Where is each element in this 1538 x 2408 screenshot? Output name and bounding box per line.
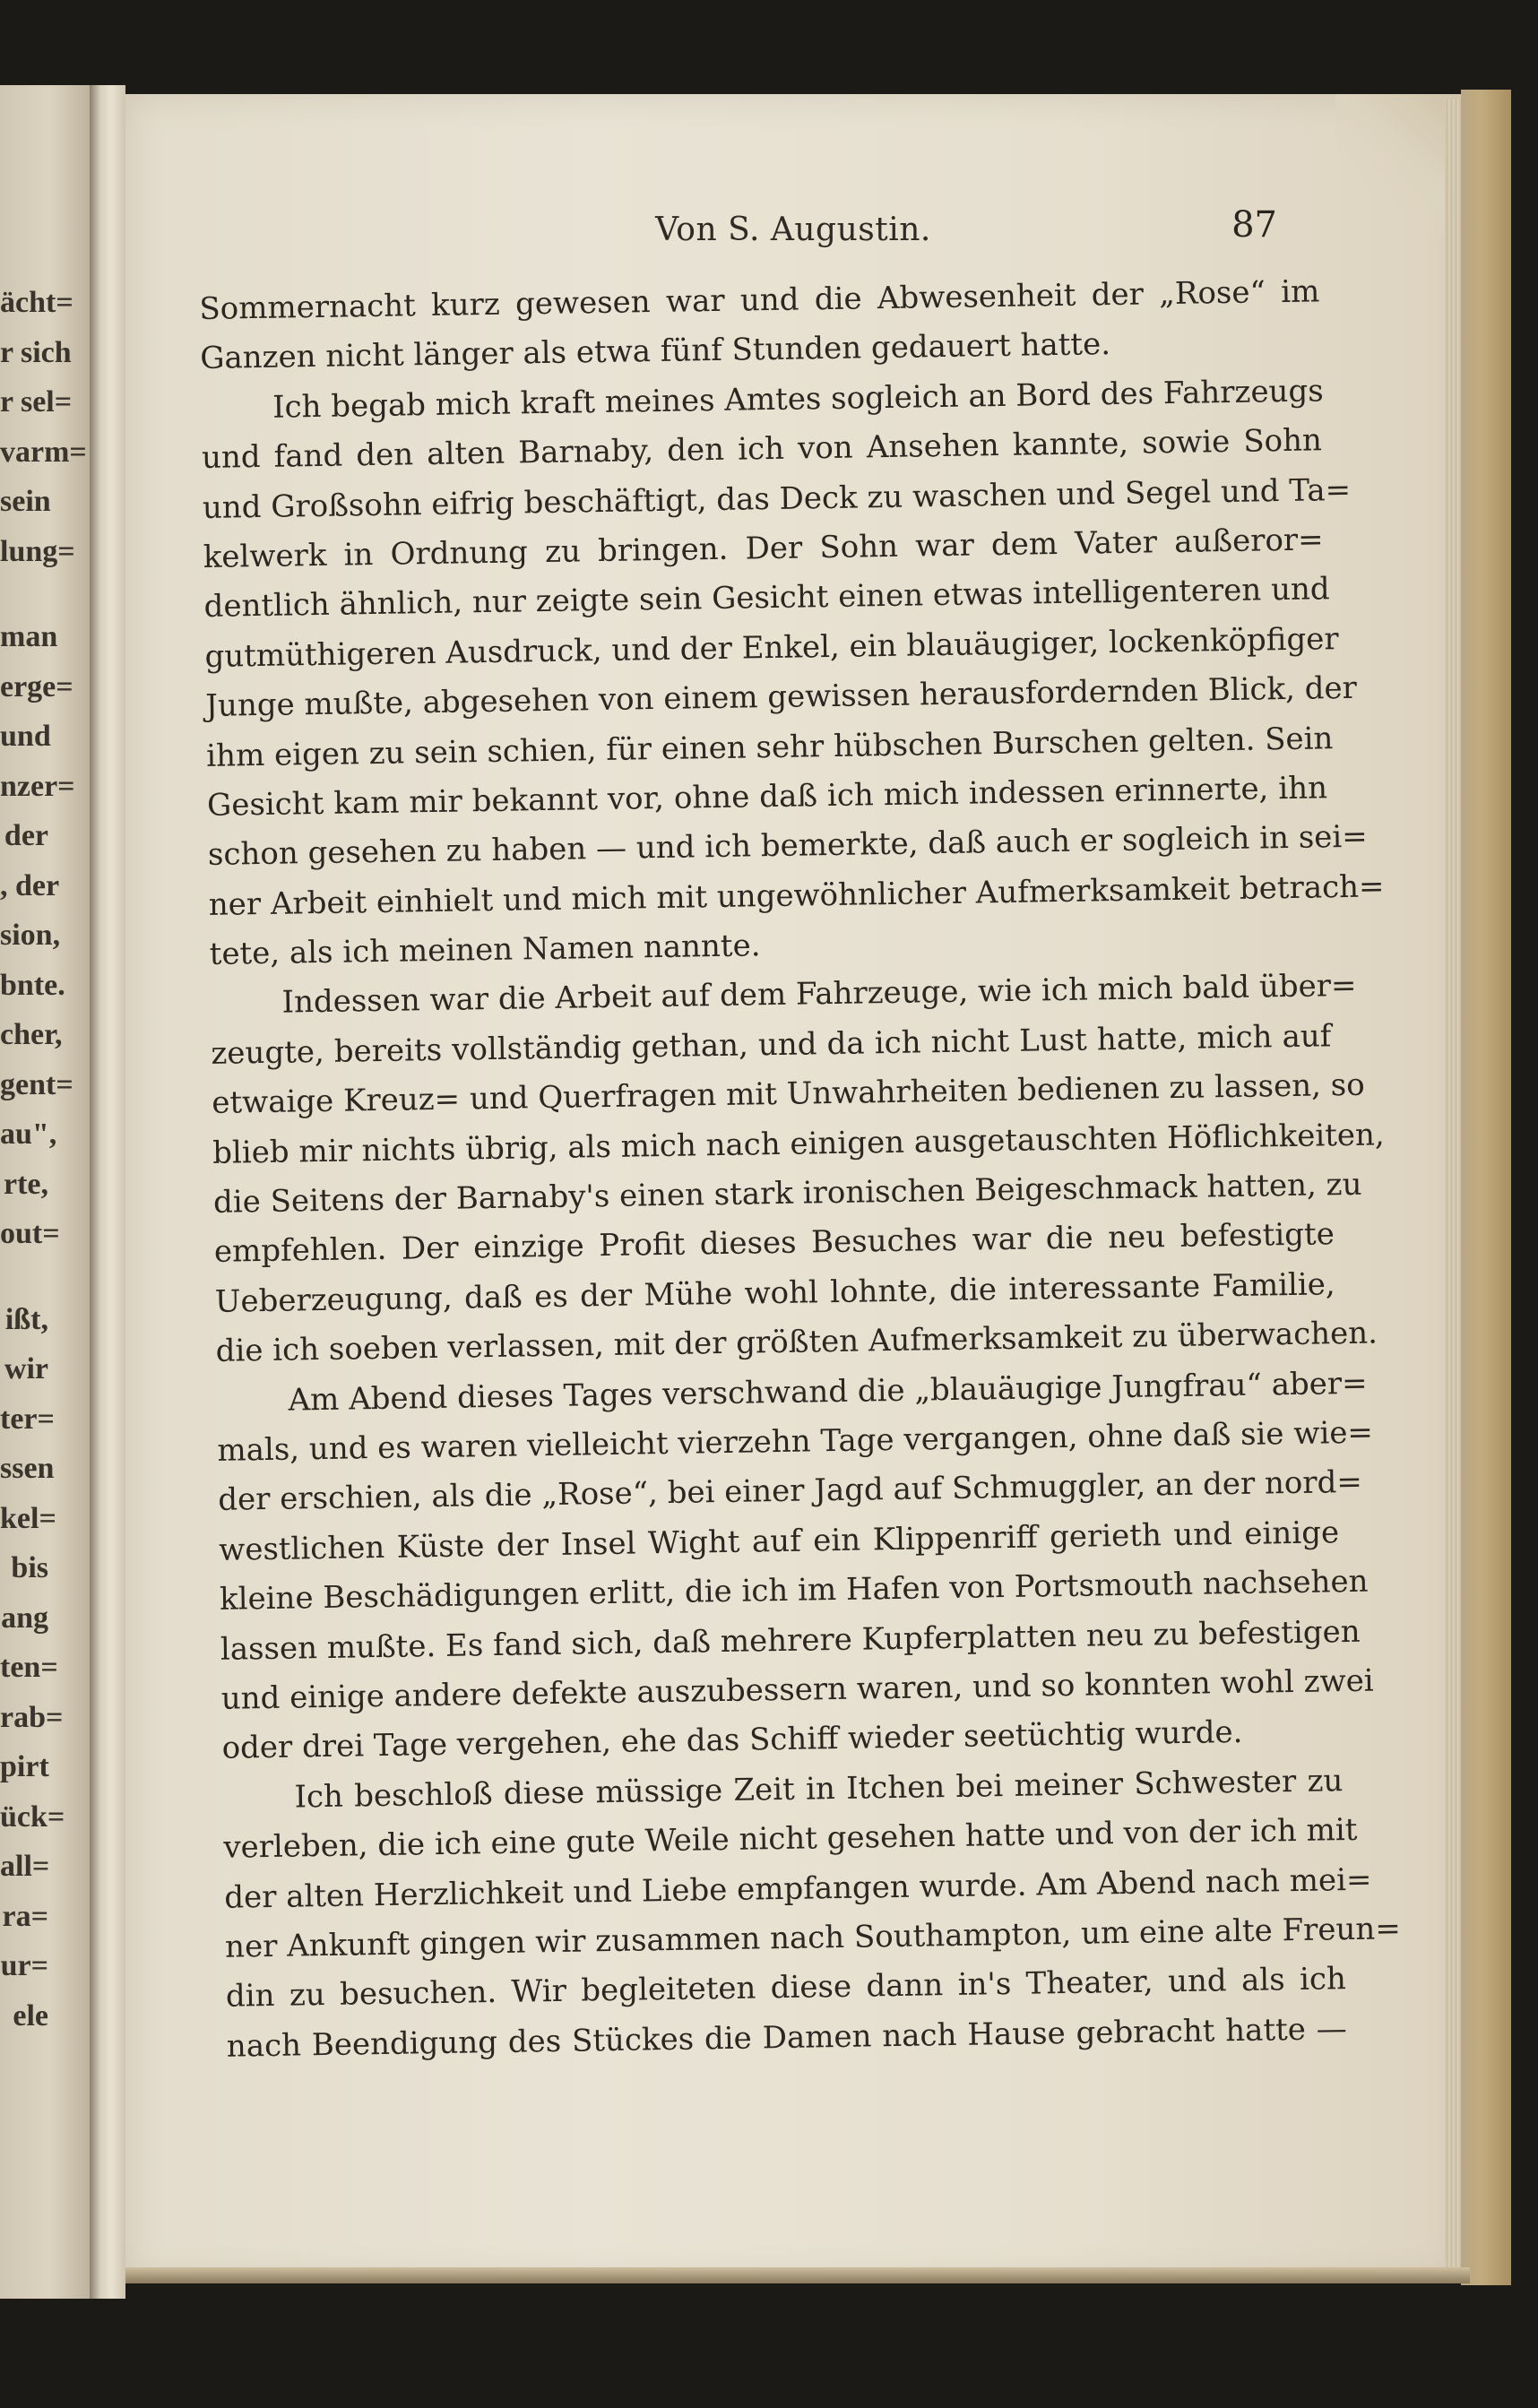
facing-page-fragment: varm= <box>0 435 87 469</box>
facing-page-fragment: bis <box>11 1551 48 1584</box>
facing-page-fragment: ur= <box>0 1949 48 1982</box>
facing-page-fragment: bnte. <box>0 968 65 1002</box>
text-line: gutmüthigeren Ausdruck, und der Enkel, ein blauäugiger, lockenköpfiger <box>204 620 1339 675</box>
text-line: blieb mir nichts übrig, als mich nach einigen ausgetauschten Höflichkeiten, <box>212 1116 1385 1171</box>
facing-page-left <box>0 85 90 2299</box>
text-line: und fand den alten Barnaby, den ich von Ansehen kannte, sowie Sohn <box>201 422 1323 477</box>
text-line: und Großsohn eifrig beschäftigt, das Deck zu waschen und Segel und Ta= <box>202 471 1352 526</box>
text-line: ihm eigen zu sein schien, für einen sehr hübschen Burschen gelten. Sein <box>205 720 1334 774</box>
text-line: der alten Herzlichkeit und Liebe empfangen wurde. Am Abend nach mei= <box>223 1861 1372 1916</box>
facing-page-fragment: , der <box>0 868 60 902</box>
facing-page-fragment: cher, <box>0 1018 63 1051</box>
text-line: Ueberzeugung, daß es der Mühe wohl lohnte, die interessante Familie, <box>214 1266 1335 1320</box>
text-line: tete, als ich meinen Namen nannte. <box>209 928 761 972</box>
facing-page-fragment: r sel= <box>0 385 73 419</box>
text-line: Sommernacht kurz gewesen war und die Abwesenheit der „Rose“ im <box>199 273 1320 327</box>
facing-page-fragment <box>0 1259 48 1295</box>
text-line: ner Arbeit einhielt und mich mit ungewöhnlicher Aufmerksamkeit betrach= <box>208 868 1385 923</box>
text-line: schon gesehen zu haben — und ich bemerkte, daß auch er sogleich in sei= <box>207 818 1369 874</box>
text-line: din zu besuchen. Wir begleiteten diese dann in's Theater, und als ich <box>225 1961 1347 2015</box>
text-line: kelwerk in Ordnung zu bringen. Der Sohn war dem Vater außeror= <box>203 522 1324 575</box>
facing-page-fragment: ter= <box>0 1402 55 1436</box>
facing-page-fragment: nzer= <box>0 769 75 803</box>
facing-page-fragment: wir <box>4 1352 48 1385</box>
body-text <box>199 267 1402 2071</box>
facing-page-fragment: all= <box>0 1850 50 1883</box>
facing-page-fragment: ißt, <box>4 1302 48 1336</box>
text-line: verleben, die ich eine gute Weile nicht gesehen hatte und von der ich mit <box>223 1812 1358 1866</box>
facing-page-fragment: erge= <box>0 669 73 703</box>
facing-page-fragment: und <box>0 720 51 753</box>
text-line: Ganzen nicht länger als etwa fünf Stunden gedauert hatte. <box>199 326 1111 377</box>
book-cover-edge <box>1461 90 1511 2285</box>
facing-page-fragment: man <box>0 620 58 653</box>
text-line: der erschien, als die „Rose“, bei einer Jagd auf Schmuggler, an der nord= <box>217 1464 1363 1519</box>
text-line: und einige andere defekte auszubessern waren, und so konnten wohl zwei <box>220 1662 1374 1717</box>
text-line: mals, und es waren vielleicht vierzehn Tage vergangen, ohne daß sie wie= <box>217 1414 1374 1469</box>
running-head: Von S. Augustin. <box>655 211 931 248</box>
facing-page-fragment: ele <box>13 1998 48 2033</box>
text-line: Ich beschloß diese müssige Zeit in Itchen bei meiner Schwester zu <box>294 1762 1344 1816</box>
text-line: kleine Beschädigungen erlitt, die ich im Hafen von Portsmouth nachsehen <box>219 1563 1369 1618</box>
book-bottom-edge <box>125 2267 1470 2283</box>
text-line: die ich soeben verlassen, mit der größten Aufmerksamkeit zu überwachen. <box>215 1315 1378 1370</box>
text-line: Gesicht kam mir bekannt vor, ohne daß ich mich indessen erinnerte, ihn <box>206 770 1328 824</box>
facing-page-fragment: au", <box>0 1118 57 1151</box>
text-line: oder drei Tage vergehen, ehe das Schiff wieder seetüchtig wurde. <box>221 1714 1243 1767</box>
text-line: ner Ankunft gingen wir zusammen nach Southampton, um eine alte Freun= <box>224 1911 1402 1965</box>
facing-page-fragment: ten= <box>0 1651 58 1684</box>
facing-page-fragment: lung= <box>0 534 75 568</box>
facing-page-text-fragments <box>0 278 90 2041</box>
text-line: Junge mußte, abgesehen von einem gewissen herausfordernden Blick, der <box>205 669 1358 725</box>
page-number: 87 <box>1231 204 1277 246</box>
facing-page-fragment: gent= <box>0 1067 73 1101</box>
text-line: Indessen war die Arbeit auf dem Fahrzeuge, wie ich mich bald über= <box>281 968 1357 1022</box>
facing-page-fragment: sein <box>0 485 51 518</box>
facing-page-fragment: ssen <box>0 1452 55 1485</box>
text-line: die Seitens der Barnaby's einen stark ironischen Beigeschmack hatten, zu <box>212 1166 1362 1221</box>
text-line: nach Beendigung des Stückes die Damen nach Hause gebracht hatte — <box>226 2010 1348 2065</box>
facing-page-fragment: ra= <box>2 1899 48 1933</box>
facing-page-fragment: ächt= <box>0 286 73 319</box>
facing-page-fragment: pirt <box>0 1750 49 1783</box>
facing-page-fragment: kel= <box>0 1501 56 1535</box>
text-line: lassen mußte. Es fand sich, daß mehrere Kupferplatten neu zu befestigen <box>220 1613 1361 1668</box>
text-line: etwaige Kreuz= und Querfragen mit Unwahrheiten bedienen zu lassen, so <box>212 1066 1365 1122</box>
facing-page-fragment: ang <box>1 1601 48 1635</box>
facing-page-fragment: ück= <box>0 1800 65 1834</box>
facing-page-fragment: rab= <box>0 1700 64 1734</box>
text-line: westlichen Küste der Insel Wight auf ein Klippenriff gerieth und einige <box>218 1514 1340 1568</box>
facing-page-fragment: rte, <box>3 1167 48 1201</box>
facing-page-fragment: out= <box>0 1217 60 1250</box>
text-line: empfehlen. Der einzige Profit dieses Besuches war die neu befestigte <box>213 1216 1335 1271</box>
text-line: Ich begab mich kraft meines Amtes sogleich an Bord des Fahrzeugs <box>272 373 1324 426</box>
text-line: dentlich ähnlich, nur zeigte sein Gesicht einen etwas intelligenteren und <box>203 571 1330 626</box>
book-gutter <box>90 85 125 2299</box>
facing-page-fragment <box>0 576 48 612</box>
facing-page-fragment: r sich <box>0 335 72 369</box>
facing-page-fragment: sion, <box>0 919 61 952</box>
text-line: zeugte, bereits vollständig gethan, und da ich nicht Lust hatte, mich auf <box>211 1018 1332 1072</box>
facing-page-fragment: der <box>4 819 48 852</box>
text-line: Am Abend dieses Tages verschwand die „blauäugige Jungfrau“ aber= <box>288 1365 1368 1419</box>
